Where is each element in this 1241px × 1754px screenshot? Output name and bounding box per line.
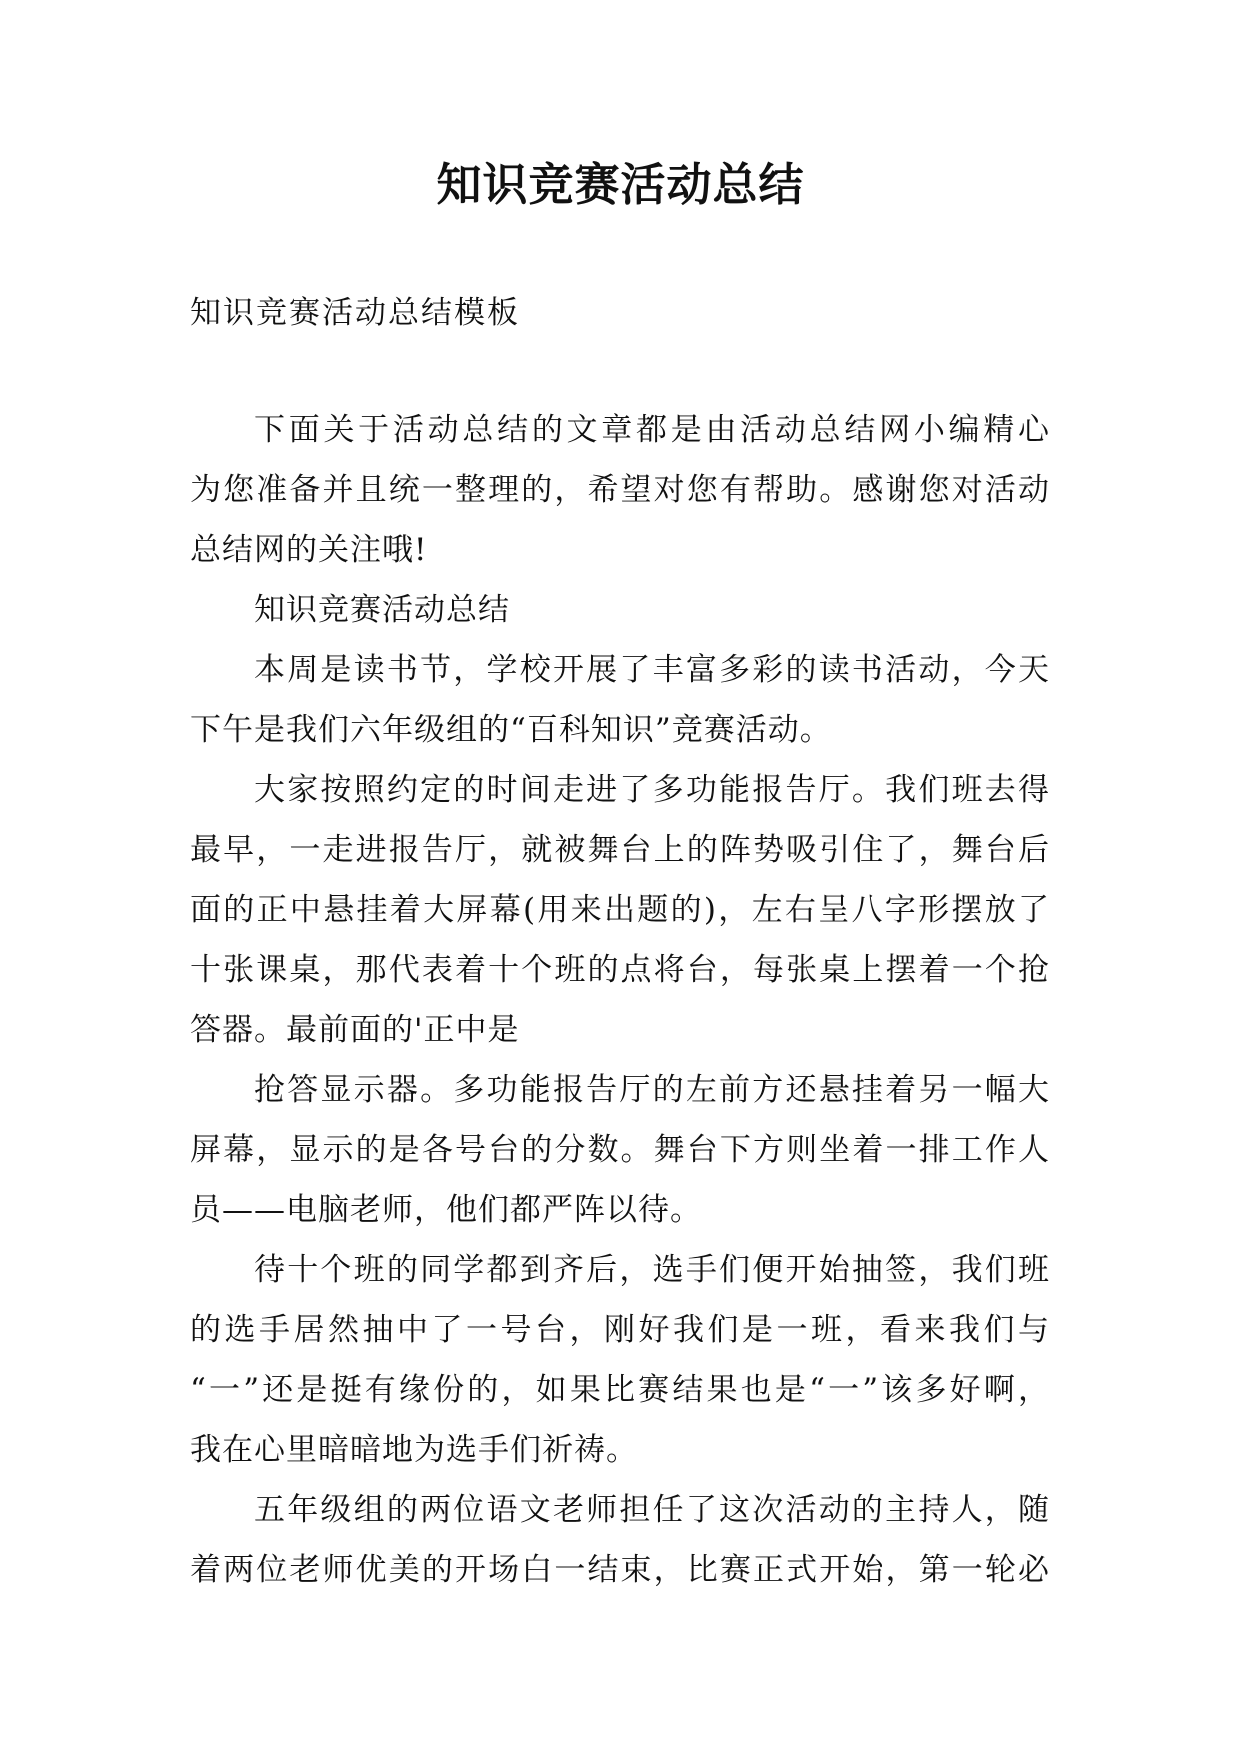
- body-text-line: 下面关于活动总结的文章都是由活动总结网小编精心: [254, 412, 1050, 448]
- body-text-line: 着两位老师优美的开场白一结束，比赛正式开始，第一轮必: [190, 1552, 1050, 1588]
- body-text-line: 的选手居然抽中了一号台，刚好我们是一班，看来我们与: [190, 1312, 1050, 1348]
- body-text-line: 抢答显示器。多功能报告厅的左前方还悬挂着另一幅大: [254, 1072, 1050, 1108]
- body-text-line: 知识竞赛活动总结: [254, 592, 510, 628]
- body-text-line: 五年级组的两位语文老师担任了这次活动的主持人，随: [254, 1492, 1050, 1528]
- body-text-line: 答器。最前面的'正中是: [190, 1012, 520, 1048]
- body-text-line: 最早，一走进报告厅，就被舞台上的阵势吸引住了，舞台后: [190, 832, 1050, 868]
- body-text-line: 面的正中悬挂着大屏幕(用来出题的)，左右呈八字形摆放了: [190, 892, 1050, 928]
- body-text-line: 本周是读书节，学校开展了丰富多彩的读书活动，今天: [254, 652, 1050, 688]
- body-text-line: 十张课桌，那代表着十个班的点将台，每张桌上摆着一个抢: [190, 952, 1050, 988]
- document-title: 知识竞赛活动总结: [436, 158, 805, 211]
- body-text-line: 总结网的关注哦!: [190, 532, 428, 568]
- body-text-line: 我在心里暗暗地为选手们祈祷。: [190, 1432, 638, 1468]
- body-text-line: “一”还是挺有缘份的，如果比赛结果也是“一”该多好啊，: [190, 1372, 1050, 1408]
- body-text-line: 大家按照约定的时间走进了多功能报告厅。我们班去得: [254, 772, 1050, 808]
- body-text-line: 待十个班的同学都到齐后，选手们便开始抽签，我们班: [254, 1252, 1050, 1288]
- document-subtitle: 知识竞赛活动总结模板: [190, 295, 520, 331]
- body-text-line: 为您准备并且统一整理的，希望对您有帮助。感谢您对活动: [190, 472, 1050, 508]
- body-text-line: 屏幕，显示的是各号台的分数。舞台下方则坐着一排工作人: [190, 1132, 1050, 1168]
- body-text-line: 下午是我们六年级组的“百科知识”竞赛活动。: [190, 712, 832, 748]
- document-body: [190, 400, 1050, 1600]
- body-text-line: 员——电脑老师，他们都严阵以待。: [190, 1192, 702, 1228]
